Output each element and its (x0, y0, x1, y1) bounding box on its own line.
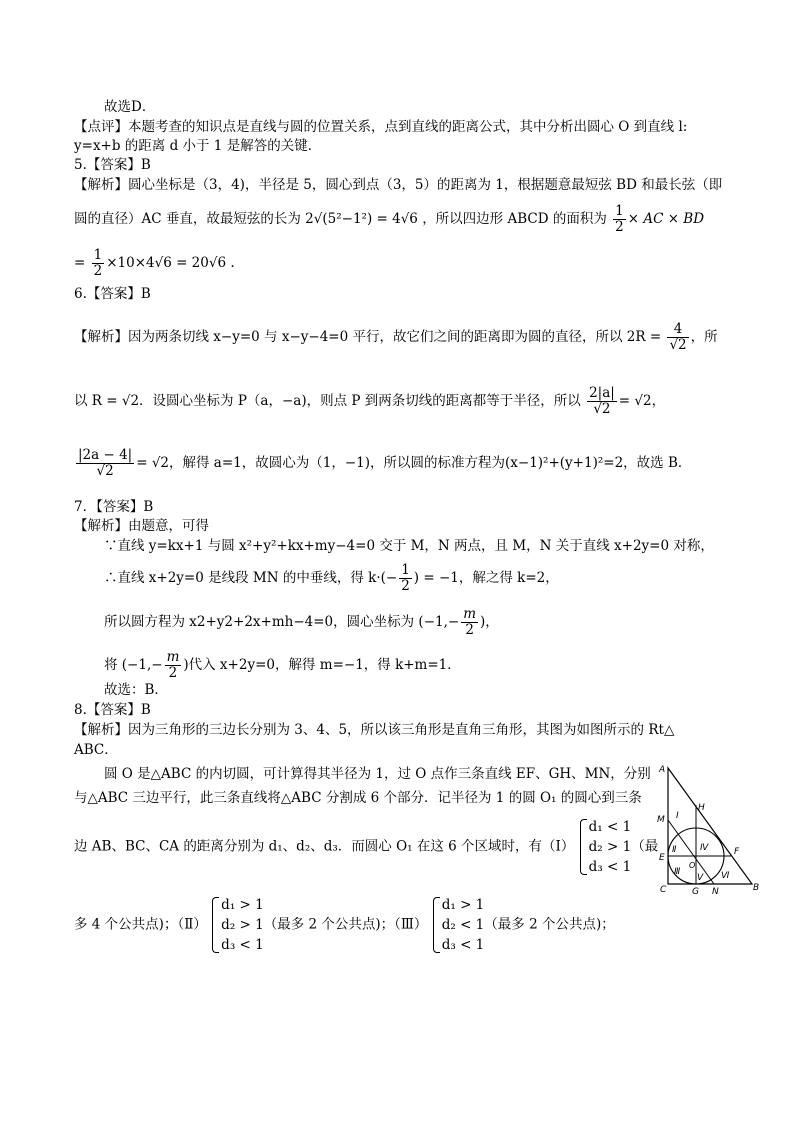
math-line: 将 (−1,− $\frac{m}{2}$ )代入 x+2y=0，解得 m=−1，得 k+m=1． (104, 649, 461, 681)
answer-heading: 5.【答案】B (74, 157, 151, 173)
vertex-label: A (659, 765, 666, 775)
fraction: $\frac{1}{2}$ (615, 203, 624, 235)
text-line: 故选：B． (104, 682, 168, 698)
fraction: $\frac{|2a - 4|}{√2}$ (78, 447, 133, 479)
region-label: Ⅵ (721, 871, 730, 881)
analysis-paragraph: 【解析】因为三角形的三边长分别为 3、4、5，所以该三角形是直角三角形，其图为如图所示的 Rt△ (74, 722, 675, 738)
point-label: H (698, 803, 705, 813)
fraction: $\frac{1}{2}$ (401, 562, 410, 594)
comment-paragraph: 【点评】本题考查的知识点是直线与圆的位置关系，点到直线的距离公式，其中分析出圆心 O 到直线 l: (74, 119, 688, 135)
fraction: $\frac{4}{√2}$ (669, 321, 687, 353)
fraction: $\frac{1}{2}$ (93, 247, 103, 279)
vertex-label: B (753, 883, 760, 893)
point-label: O (689, 861, 696, 870)
vertex-label: C (660, 885, 667, 895)
math-line: 以 R = √2．设圆心坐标为 P（a，−a)，则点 P 到两条切线的距离都等于半径，所以 $\frac{2|a|}{√2}$ = √2， (74, 385, 666, 417)
text-line: y=x+b 的距离 d 小于 1 是解答的关键． (74, 138, 322, 154)
region-label: Ⅲ (674, 867, 681, 877)
point-label: F (734, 847, 740, 857)
region-label: Ⅳ (700, 843, 709, 853)
inequality-system: d₁ < 1 d₂ > 1 d₃ < 1 (579, 817, 632, 877)
math-line: 所以圆方程为 x2+y2+2x+mh−4=0，圆心坐标为 (−1,− $\frac{m}{2}$ )， (104, 606, 499, 638)
math-line: ∴直线 x+2y=0 是线段 MN 的中垂线，得 k·(− $\frac{1}{2}$ ) = −1，解之得 k=2， (104, 562, 559, 594)
inequality-system: d₁ > 1 d₂ > 1 d₃ < 1 (211, 895, 264, 955)
fraction: $\frac{m}{2}$ (463, 606, 477, 638)
text-line: 圆 O 是△ABC 的内切圆，可计算得其半径为 1，过 O 点作三条直线 EF、GH、MN，分别 (104, 766, 651, 782)
point-label: M (657, 815, 665, 825)
math-line: = $\frac{1}{2}$ ×10×4√6 = 20√6 . (74, 247, 235, 279)
point-label: N (712, 887, 719, 895)
math-line: 边 AB、BC、CA 的距离分别为 d₁、d₂、d₃．而圆心 O₁ 在这 6 个区域时，有（Ⅰ） d₁ < 1 d₂ > 1 d₃ < 1 （最 (74, 819, 659, 875)
analysis-paragraph: 【解析】圆心坐标是（3，4)，半径是 5，圆心到点（3，5）的距离为 1，根据题意最短弦 BD 和最长弦（即 (74, 177, 723, 193)
math-line: 多 4 个公共点)；（Ⅱ） d₁ > 1 d₂ > 1 d₃ < 1 （最多 2 个公共点)；（Ⅲ） d₁ > 1 d₂ < 1 d₃ < 1 （最多 2 个公共点)； (74, 897, 615, 953)
answer-heading: 6.【答案】B (74, 286, 151, 302)
math-expression: 2√(5²−1²) = 4√6 (305, 211, 418, 227)
point-label: E (659, 853, 665, 863)
triangle-figure (652, 760, 762, 895)
math-line: 【解析】因为两条切线 x−y=0 与 x−y−4=0 平行，故它们之间的距离即为圆的直径，所以 2R = $\frac{4}{√2}$ ，所 (74, 321, 718, 353)
point-label: G (692, 887, 699, 895)
text-line: ∵直线 y=kx+1 与圆 x²+y²+kx+my−4=0 交于 M，N 两点，且 M，N 关于直线 x+2y=0 对称， (104, 538, 714, 554)
text-line: ABC． (74, 742, 118, 758)
fraction: $\frac{2|a|}{√2}$ (589, 385, 615, 417)
text-line: 故选D． (104, 99, 156, 115)
answer-heading: 8.【答案】B (74, 702, 151, 718)
region-label: Ⅴ (697, 873, 704, 883)
triangle-abc (668, 768, 752, 884)
region-label: Ⅰ (676, 811, 679, 821)
fraction: $\frac{m}{2}$ (166, 649, 180, 681)
math-line: 圆的直径）AC 垂直，故最短弦的长为 2√(5²−1²) = 4√6 ，所以四边形 ABCD 的面积为 $\frac{1}{2}$ × AC × BD (74, 203, 705, 235)
math-line: $\frac{|2a - 4|}{√2}$ = √2，解得 a=1，故圆心为（1，−1)，所以圆的标准方程为(x−1)²+(y+1)²=2，故选 B． (78, 447, 692, 479)
region-label: Ⅱ (672, 845, 677, 855)
inequality-system: d₁ > 1 d₂ < 1 d₃ < 1 (432, 895, 485, 955)
text-line: 【解析】由题意，可得 (74, 518, 209, 534)
answer-heading: 7．【答案】B (74, 499, 154, 515)
text-line: 与△ABC 三边平行，此三条直线将△ABC 分割成 6 个部分．记半径为 1 的圆 O₁ 的圆心到三条 (74, 790, 642, 806)
